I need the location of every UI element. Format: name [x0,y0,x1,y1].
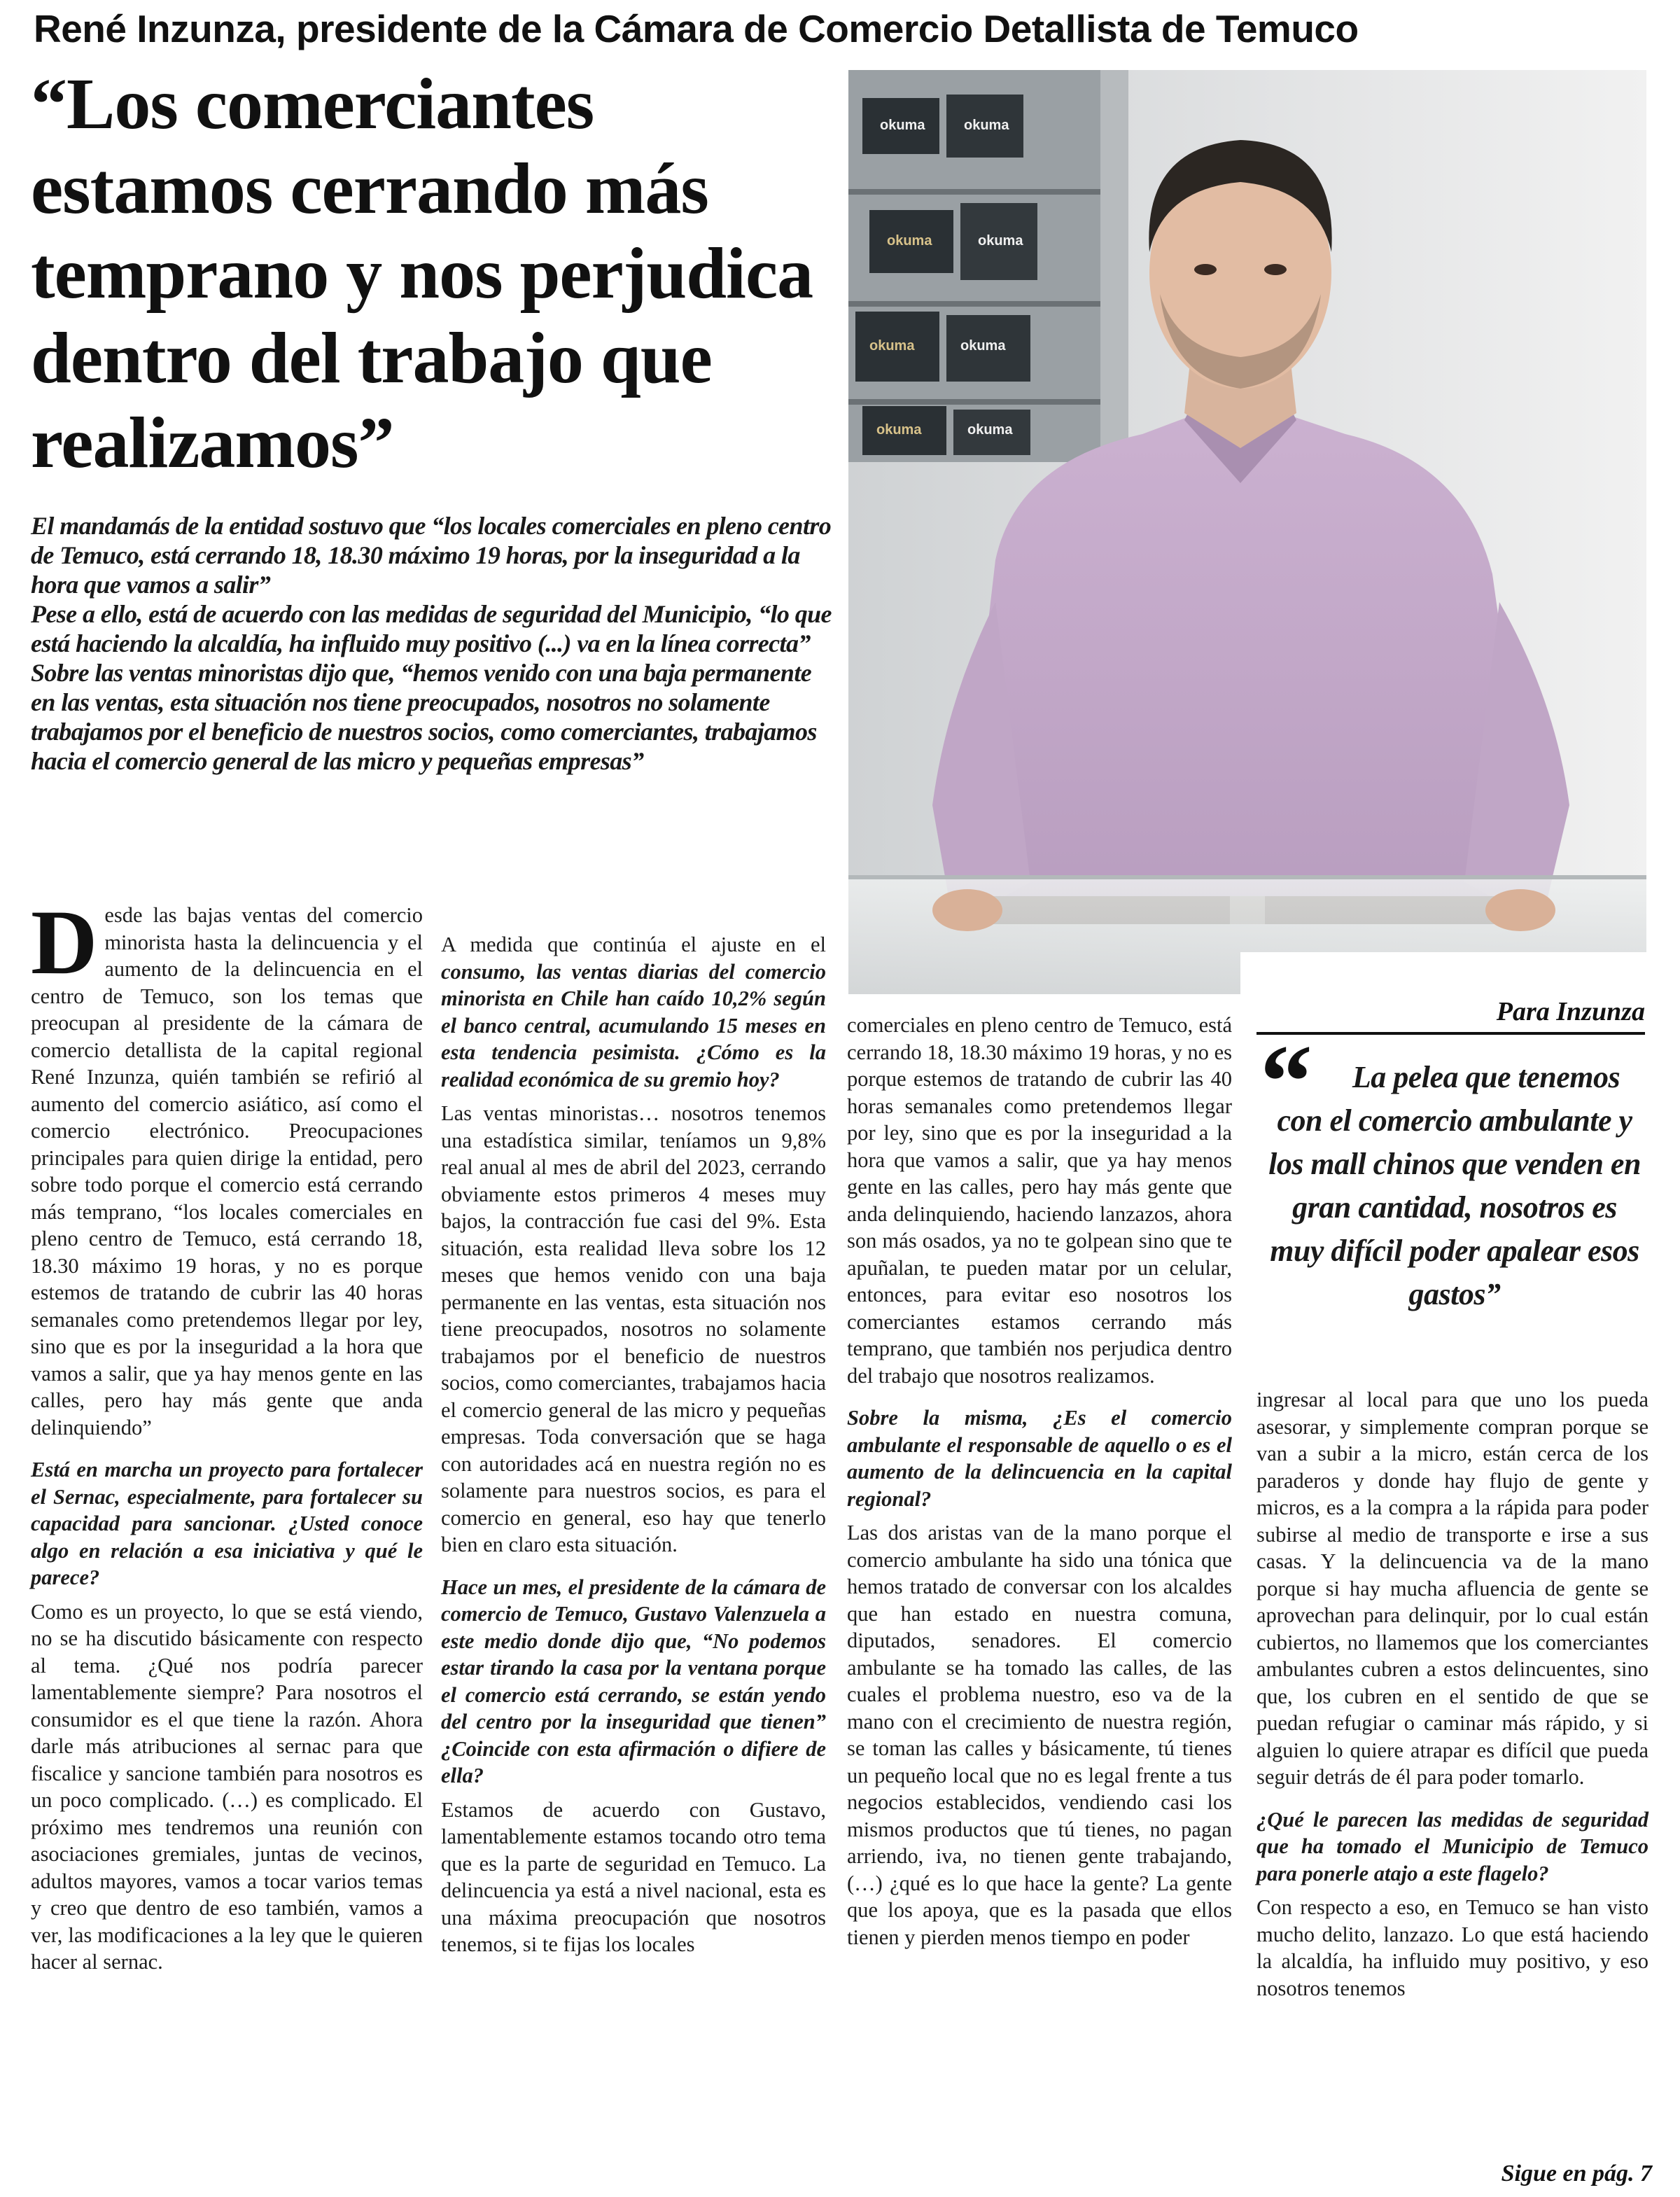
answer-paragraph: Con respecto a eso, en Temuco se han visto mucho delito, lanzazo. Lo que está haciendo la alcaldía, ha influido muy positivo, y eso nosotros tenemos [1256,1895,1648,2000]
shelf-label: okuma [967,422,1013,438]
question: Hace un mes, el presidente de la cámara de comercio de Temuco, Gustavo Valenzuela a este medio donde dijo que, “No podemos estar tirando la casa por la ventana porque el comercio está cerrando, se están yendo del centro por la inseguridad que tienen” ¿Coincide con esta afirmación o difiere de ella? [441,1575,826,1787]
shelf-label: okuma [876,422,922,438]
summary-paragraph: Pese a ello, está de acuerdo con las medidas de seguridad del Municipio, “lo que está haciendo la alcaldía, ha influido muy positivo (...) va en la línea correcta” [31,600,832,657]
kicker: René Inzunza, presidente de la Cámara de Comercio Detallista de Temuco [34,7,1359,50]
answer-paragraph: Estamos de acuerdo con Gustavo, lamentablemente estamos tocando otro tema que es la parte de seguridad en Temuco. La delincuencia ya está a nivel nacional, esta es una máxima preocupación que nosotros tenemos, si te fijas los locales [441,1797,826,1956]
answer-paragraph: Las dos aristas van de la mano porque el comercio ambulante ha sido una tónica que hemos tratado de conversar con los alcaldes que han estado en nuestra comuna, diputados, senadores. El comercio ambulante se ha tomado las calles, de las cuales el problema nuestro, eso va de la mano con el crecimiento de nuestra región, se toman las calles y básicamente, tú tienes un pequeño local que no es legal frente a tus negocios establecidos, vendiendo casi los mismos productos que tú tienes, no pagan arriendo, iva, no tienen gente trabajando, (…) ¿qué es lo que hace la gente? La gente que los apoya, que es la pasada que ellos tienen y pierden menos tiempo en poder [847,1521,1232,1949]
question: ¿Qué le parecen las medidas de seguridad que ha tomado el Municipio de Temuco para ponerle atajo a este flagelo? [1256,1807,1648,1885]
portrait-photo [848,70,1646,994]
question: Está en marcha un proyecto para fortalecer el Sernac, especialmente, para fortalecer su capacidad para sancionar. ¿Usted conoce algo en relación a esa iniciativa y qué le parece? [31,1458,423,1589]
summary-paragraph: Sobre las ventas minoristas dijo que, “hemos venido con una baja permanente en las ventas, esta situación nos tiene preocupados, nosotros no solamente trabajamos por el beneficio de nuestros socios, como comerciantes, trabajamos hacia el comercio general de las micro y pequeñas empresas” [31,659,817,775]
shelf-label: okuma [880,118,925,133]
column-2 [441,931,826,2184]
lead-paragraph [31,891,423,1441]
question-text: consumo, las ventas diarias del comercio minorista en Chile han caído 10,2% según el banco central, acumulando 15 meses en esta tendencia pesimista. ¿Cómo es la realidad económica de su gremio hoy? [441,959,826,1091]
question [441,931,826,1093]
summary [31,511,836,889]
pullquote-text [1266,1056,1644,1364]
shelf-label: okuma [978,233,1023,249]
dropcap: D [31,891,98,993]
shelf-label: okuma [869,338,915,354]
summary-paragraph: El mandamás de la entidad sostuvo que “los locales comerciales en pleno centro de Temuco, está cerrando 18, 18.30 máximo 19 horas, por la inseguridad a la hora que vamos a salir” [31,512,832,599]
column-1 [31,891,423,2183]
quote-mark-icon: “ [1260,1024,1312,1140]
column-4 [1256,1386,1648,2184]
shelf-label: okuma [960,338,1006,354]
answer-paragraph: comerciales en pleno centro de Temuco, está cerrando 18, 18.30 máximo 19 horas, y no es porque estemos de tratando de cubrir las 40 horas semanales como pretendemos llegar por ley, sino que es por la inseguridad a la hora que vamos a salir, que ya hay menos gente en las calles, pero hay más gente que anda delinquiendo, haciendo lanzazos, ahora son más osados, ya no te golpean sino que te apuñalan, te pueden matar por un celular, entonces, para evitar eso nosotros los comerciantes estamos cerrando más temprano, que también nos perjudica dentro del trabajo que nosotros realizamos. [847,1013,1232,1388]
headline: “Los comerciantes estamos cerrando más temprano y nos perjudica dentro del trabajo que realizamos” [31,64,813,483]
pullquote-body: La pelea que tenemos con el comercio ambulante y los mall chinos que venden en gran cantidad, nosotros es muy difícil poder apalear esos gastos” [1268,1060,1641,1311]
portrait-illustration [848,70,1646,994]
pullquote-header: Para Inzunza [1496,997,1645,1026]
column-3 [847,1012,1232,2184]
answer-paragraph: Las ventas minoristas… nosotros tenemos una estadística similar, teníamos un 9,8% real anual al mes de abril del 2023, cerrando obviamente estos primeros 4 meses muy bajos, la contracción fue casi del 9%. Esta situación, esta realidad lleva sobre los 12 meses que hemos venido con una baja permanente en las ventas, esta situación nos tiene preocupados, nosotros no solamente trabajamos por el beneficio de nuestros socios, como comerciantes, trabajamos hacia el comercio general de las micro y pequeñas empresas. Toda conversación que se haga con autoridades acá en nuestra región no es solamente para nuestros socios, es para el comercio en general, eso hay que tenerlo bien en claro esta situación. [441,1101,826,1556]
shelf-label: okuma [964,118,1009,133]
lead-text: esde las bajas ventas del comercio minorista hasta la delincuencia y el aumento de la delincuencia en el centro de Temuco, son los temas que preocupan al presidente de la cámara de comercio detallista de la capital regional René Inzunza, quién también se refirió al aumento del comercio asiático, así como el comercio electrónico. Preocupaciones principales para quien dirige la entidad, pero sobre todo porque el comercio está cerrando más temprano, “los locales comerciales en pleno centro de Temuco, está cerrando 18, 18.30 máximo 19 horas, y no es porque estemos de tratando de cubrir las 40 horas semanales como pretendemos llegar por ley, sino que es por la inseguridad a la hora que vamos a salir, que ya hay menos gente en las calles, pero hay más gente que anda delinquiendo” [31,903,423,1439]
shelf-label: okuma [887,233,932,249]
question: Sobre la misma, ¿Es el comercio ambulante el responsable de aquello o es el aumento de la delincuencia en la capital regional? [847,1406,1232,1511]
answer-paragraph: ingresar al local para que uno los pueda asesorar, y simplemente compran porque se van a subir a la micro, están cerca de los paraderos y donde hay flujo de gente y micros, es a la compra a la rápida para poder subirse al medio de transporte e irse a sus casas. Y la delincuencia va de la mano porque si hay mucha afluencia de gente se aprovechan para delinquir, por lo cual están cubiertos, no llamemos que los comerciantes ambulantes cubren a estos delincuentes, sino que, los cubren en el sentido de que se puedan refugiar o caminar más rápido, y si alguien lo quiere atrapar es difícil que pueda seguir detrás de él para poder tomarlo. [1256,1388,1648,1789]
question-lead: A medida que continúa el ajuste en el [441,933,826,956]
answer-paragraph: Como es un proyecto, lo que se está viendo, no se ha discutido básicamente con respecto al tema. ¿Qué nos podría parecer lamentablemente siempre? Para nosotros el consumidor es el que tiene la razón. Ahora darle más atribuciones al sernac para que fiscalice y sancione también para nosotros es un poco complicado. (…) es complicado. El próximo mes tendremos una reunión con asociaciones gremiales, juntas de vecinos, adultos mayores, vamos a tocar varios temas y creo que dentro de eso también, vamos a ver, las modificaciones a la ley que le quieren hacer al sernac. [31,1599,423,1974]
continued-on-page: Sigue en pág. 7 [1501,2161,1652,2186]
